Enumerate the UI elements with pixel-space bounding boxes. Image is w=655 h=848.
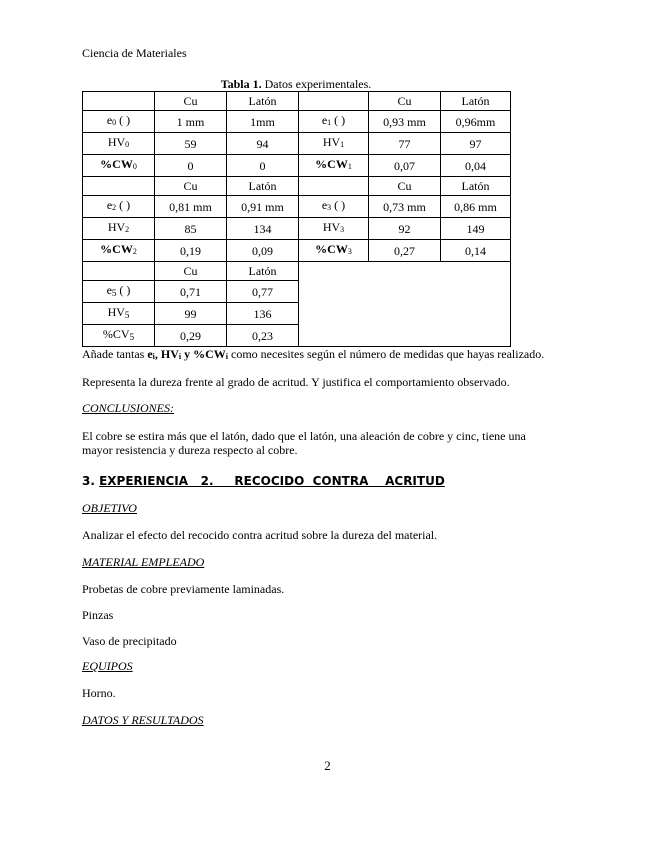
row-label-sub: 1 [327, 118, 332, 127]
table-cell [299, 155, 369, 177]
row-label-sub: 3 [327, 203, 332, 212]
table-cell: 0,77 [227, 281, 299, 303]
row-label-sub: 5 [124, 310, 130, 320]
table-cell: 0,29 [155, 325, 227, 347]
table-cell: 0,73 mm [369, 196, 441, 218]
row-label-sub: 0 [112, 118, 117, 127]
caption-text: Datos experimentales. [264, 77, 372, 91]
table-cell [83, 262, 155, 281]
table-cell-empty [299, 262, 511, 347]
table-cell: 0,93 mm [369, 111, 441, 133]
row-label: %CW [315, 157, 348, 171]
text-run: y %CW [181, 347, 226, 361]
row-label-sub: 1 [340, 140, 345, 149]
row-unit: ( ) [331, 113, 346, 127]
text-run: i [152, 352, 155, 361]
row-label: HV [107, 305, 125, 319]
table-row [83, 133, 511, 155]
objetivo-text: Analizar el efecto del recocido contra acritud sobre la dureza del material. [82, 528, 438, 542]
table-cell: Latón [227, 177, 299, 196]
section-number: 3. [82, 474, 95, 488]
text-run: Añade tantas [82, 347, 148, 361]
table-cell: 149 [441, 218, 511, 240]
material-heading: MATERIAL EMPLEADO [82, 555, 205, 569]
table-cell: 77 [369, 133, 441, 155]
table-cell: 0,86 mm [441, 196, 511, 218]
row-label: e [106, 283, 112, 297]
table-cell [299, 177, 369, 196]
row-label: %CW [315, 242, 348, 256]
table-cell: 134 [227, 218, 299, 240]
row-unit: ( ) [331, 198, 346, 212]
table-row [83, 111, 511, 133]
table-cell: 0,96mm [441, 111, 511, 133]
row-label-sub: 2 [125, 225, 130, 234]
table-cell [83, 133, 155, 155]
table-row [83, 240, 511, 262]
table-cell: 0,81 mm [155, 196, 227, 218]
table-cell [299, 196, 369, 218]
table-cell: 99 [155, 303, 227, 325]
row-unit: ( ) [116, 283, 131, 297]
table-cell: 136 [227, 303, 299, 325]
table-cell [83, 303, 155, 325]
material-item: Pinzas [82, 608, 114, 622]
row-label: HV [107, 220, 126, 234]
row-label: %CW [100, 157, 133, 171]
table-cell: 0,07 [369, 155, 441, 177]
row-unit: ( ) [116, 198, 131, 212]
table-cell: Cu [155, 262, 227, 281]
table-cell: 0,19 [155, 240, 227, 262]
material-item: Vaso de precipitado [82, 634, 177, 648]
table-cell: 0,91 mm [227, 196, 299, 218]
table-cell: Cu [369, 177, 441, 196]
row-label-sub: 5 [111, 288, 117, 298]
table-cell [83, 155, 155, 177]
text-run: i [225, 352, 229, 361]
row-label: e [106, 113, 113, 127]
equipos-heading: EQUIPOS [82, 659, 133, 673]
row-label: e [321, 113, 328, 127]
table-cell: Cu [155, 92, 227, 111]
table-cell: 0,09 [227, 240, 299, 262]
table-cell [83, 240, 155, 262]
conclusiones-heading: CONCLUSIONES: [82, 401, 175, 415]
table-cell [299, 240, 369, 262]
section-title-text: EXPERIENCIA 2. RECOCIDO CONTRA ACRITUD [99, 474, 445, 488]
table-row [83, 218, 511, 240]
table-cell [83, 281, 155, 303]
table-cell: Cu [155, 177, 227, 196]
equipos-item: Horno. [82, 686, 116, 700]
table-caption [82, 77, 510, 92]
table-cell: Latón [441, 177, 511, 196]
row-label: HV [107, 135, 126, 149]
table-cell: Latón [227, 262, 299, 281]
table-cell: Latón [227, 92, 299, 111]
data-table [82, 91, 511, 347]
table-cell [83, 325, 155, 347]
table-cell: 0,23 [227, 325, 299, 347]
table-cell [83, 111, 155, 133]
row-label: %CV [102, 327, 130, 341]
table-row [83, 92, 511, 111]
table-cell [299, 111, 369, 133]
row-label: %CW [100, 242, 133, 256]
table-cell: 97 [441, 133, 511, 155]
table-row [83, 155, 511, 177]
table-row [83, 196, 511, 218]
instruction-represent: Representa la dureza frente al grado de acritud. Y justifica el comportamiento observado. [82, 375, 510, 389]
conclusiones-text: El cobre se estira más que el latón, dado que el latón, una aleación de cobre y cinc, tiene una mayor resistencia y dureza respecto al cobre. [82, 429, 526, 457]
table-cell: 0,04 [441, 155, 511, 177]
text-run: , HV [154, 347, 179, 361]
table-cell: Latón [441, 92, 511, 111]
row-label: e [106, 198, 113, 212]
table-cell: 92 [369, 218, 441, 240]
table-cell: 1mm [227, 111, 299, 133]
material-item: Probetas de cobre previamente laminadas. [82, 582, 285, 596]
table-cell [83, 218, 155, 240]
instruction-measures [82, 347, 572, 364]
table-cell: 1 mm [155, 111, 227, 133]
objetivo-heading: OBJETIVO [82, 501, 137, 515]
row-label-sub: 3 [340, 225, 345, 234]
table-row [83, 262, 511, 281]
row-label: HV [322, 220, 341, 234]
text-run: e [147, 347, 153, 361]
table-cell: Cu [369, 92, 441, 111]
table-cell: 0,27 [369, 240, 441, 262]
table-cell: 85 [155, 218, 227, 240]
table-cell [83, 196, 155, 218]
table-cell: 0,71 [155, 281, 227, 303]
table-cell [299, 92, 369, 111]
row-label-sub: 1 [347, 162, 352, 171]
table-cell: 0,14 [441, 240, 511, 262]
text-run: i [178, 352, 182, 361]
table-cell: 94 [227, 133, 299, 155]
row-label-sub: 2 [132, 247, 137, 256]
caption-label: Tabla 1. [220, 77, 262, 91]
section-title [82, 474, 445, 488]
page-header: Ciencia de Materiales [82, 46, 187, 60]
text-run: como necesites según el número de medidas que hayas realizado. [228, 347, 545, 361]
row-label-sub: 5 [129, 332, 135, 342]
table-cell [299, 218, 369, 240]
table-cell [83, 177, 155, 196]
row-label: HV [322, 135, 341, 149]
row-label-sub: 2 [112, 203, 117, 212]
datos-heading: DATOS Y RESULTADOS [82, 713, 204, 727]
row-unit: ( ) [116, 113, 131, 127]
table-cell [83, 92, 155, 111]
table-cell: 0 [227, 155, 299, 177]
table-cell [299, 133, 369, 155]
row-label: e [321, 198, 328, 212]
row-label-sub: 3 [347, 247, 352, 256]
table-cell: 0 [155, 155, 227, 177]
row-label-sub: 0 [132, 162, 137, 171]
table-row [83, 177, 511, 196]
row-label-sub: 0 [125, 140, 130, 149]
table-cell: 59 [155, 133, 227, 155]
page-number: 2 [324, 758, 331, 773]
